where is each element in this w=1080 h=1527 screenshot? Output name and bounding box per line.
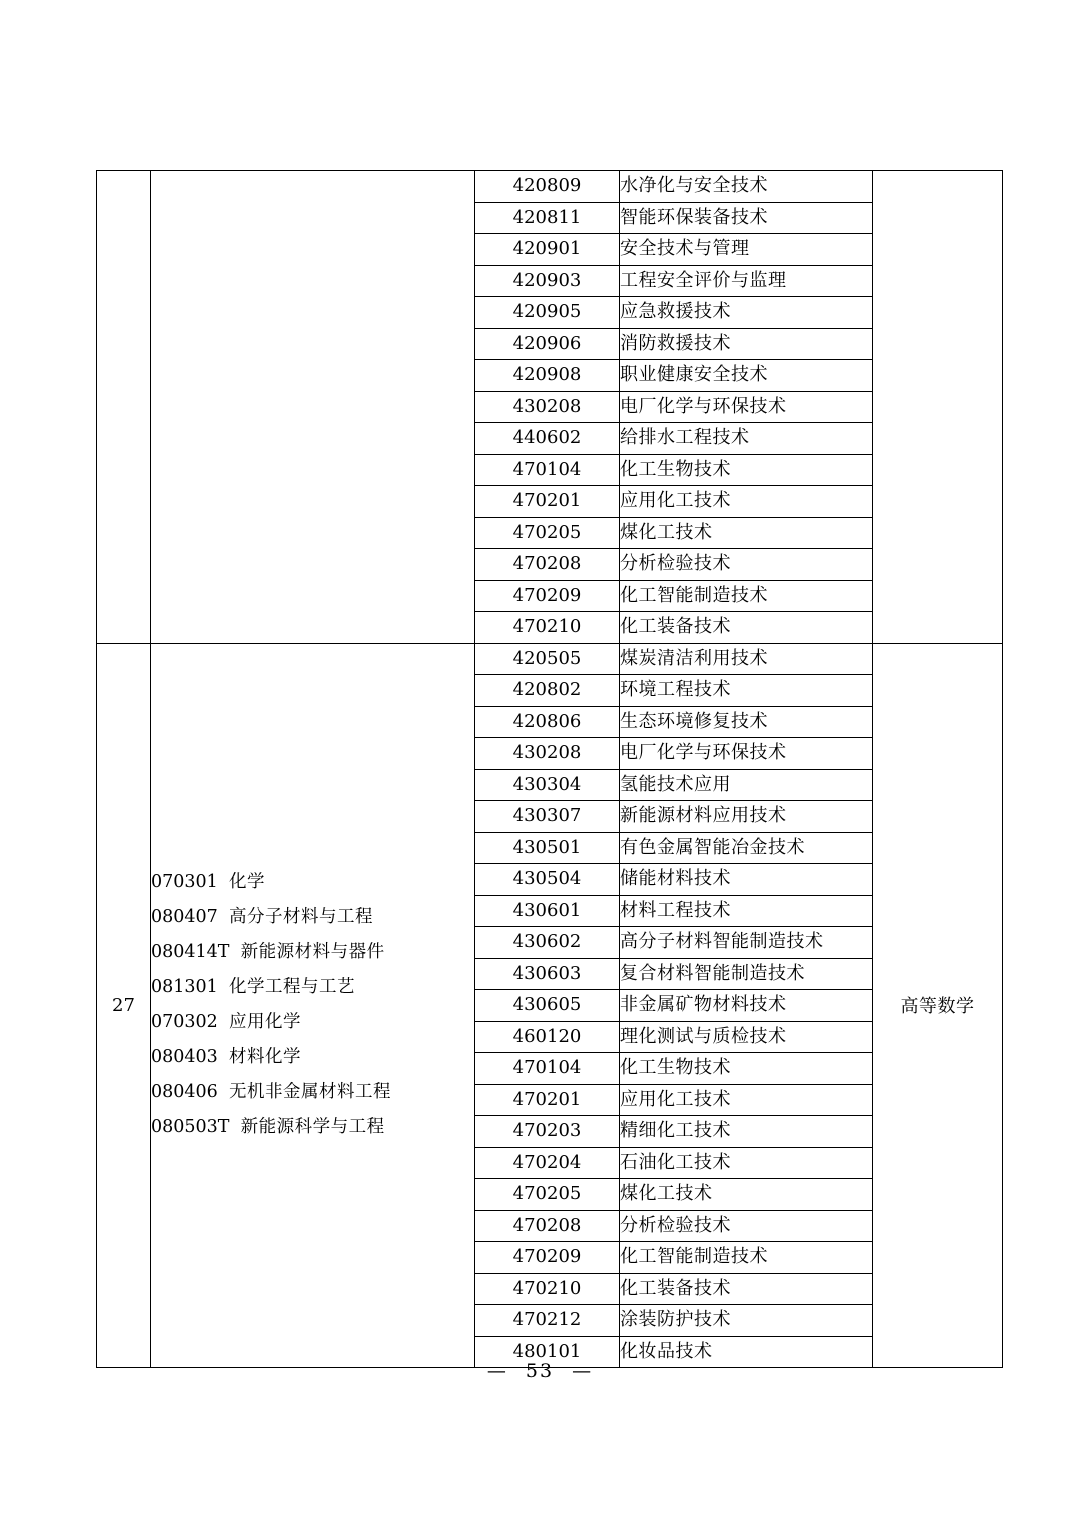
page-number: 53	[525, 1360, 555, 1382]
program-name-cell: 化工装备技术	[620, 612, 873, 644]
major-code: 070301	[151, 872, 218, 893]
program-code-cell: 420901	[475, 234, 620, 266]
program-code-cell: 470205	[475, 1179, 620, 1211]
program-name-cell: 电厂化学与环保技术	[620, 738, 873, 770]
program-code-cell: 470204	[475, 1147, 620, 1179]
program-code-cell: 470201	[475, 1084, 620, 1116]
program-name-cell: 理化测试与质检技术	[620, 1021, 873, 1053]
program-code-cell: 470212	[475, 1305, 620, 1337]
major-title: 新能源材料与器件	[240, 942, 385, 963]
major-title: 应用化学	[228, 1012, 301, 1033]
program-name-cell: 智能环保装备技术	[620, 202, 873, 234]
major-entry	[151, 865, 474, 900]
footer-dash-left: —	[486, 1360, 508, 1382]
major-entry	[151, 970, 474, 1005]
program-name-cell: 化工装备技术	[620, 1273, 873, 1305]
program-code-cell: 430603	[475, 958, 620, 990]
program-name-cell: 高分子材料智能制造技术	[620, 927, 873, 959]
major-entry	[151, 1110, 474, 1145]
major-code: 080403	[151, 1047, 218, 1068]
program-code-cell: 480101	[475, 1336, 620, 1368]
program-code-cell: 430504	[475, 864, 620, 896]
program-code-cell: 470210	[475, 612, 620, 644]
major-title: 新能源科学与工程	[240, 1117, 385, 1138]
program-name-cell: 电厂化学与环保技术	[620, 391, 873, 423]
program-code-cell: 430605	[475, 990, 620, 1022]
program-name-cell: 新能源材料应用技术	[620, 801, 873, 833]
program-name-cell: 应用化工技术	[620, 1084, 873, 1116]
program-code-cell: 420806	[475, 706, 620, 738]
program-name-cell: 化工智能制造技术	[620, 1242, 873, 1274]
program-code-cell: 440602	[475, 423, 620, 455]
program-code-cell: 470209	[475, 1242, 620, 1274]
page-footer	[0, 1360, 1080, 1382]
program-name-cell: 给排水工程技术	[620, 423, 873, 455]
footer-dash-right: —	[572, 1360, 594, 1382]
program-name-cell: 化妆品技术	[620, 1336, 873, 1368]
program-code-cell: 470104	[475, 1053, 620, 1085]
major-code: 080407	[151, 907, 218, 928]
program-name-cell: 氢能技术应用	[620, 769, 873, 801]
document-page	[96, 170, 1002, 1368]
program-code-cell: 430601	[475, 895, 620, 927]
program-name-cell: 应用化工技术	[620, 486, 873, 518]
program-name-cell: 有色金属智能冶金技术	[620, 832, 873, 864]
program-name-cell: 环境工程技术	[620, 675, 873, 707]
table-body	[97, 171, 1003, 1368]
program-name-cell: 精细化工技术	[620, 1116, 873, 1148]
program-name-cell: 储能材料技术	[620, 864, 873, 896]
program-name-cell: 复合材料智能制造技术	[620, 958, 873, 990]
program-name-cell: 应急救援技术	[620, 297, 873, 329]
program-name-cell: 煤化工技术	[620, 517, 873, 549]
program-code-cell: 420802	[475, 675, 620, 707]
program-code-cell: 420905	[475, 297, 620, 329]
program-code-cell: 430208	[475, 391, 620, 423]
program-name-cell: 石油化工技术	[620, 1147, 873, 1179]
program-code-cell: 470203	[475, 1116, 620, 1148]
program-code-cell: 470104	[475, 454, 620, 486]
program-name-cell: 职业健康安全技术	[620, 360, 873, 392]
program-code-cell: 460120	[475, 1021, 620, 1053]
exam-subject-cell	[873, 171, 1003, 644]
program-name-cell: 涂装防护技术	[620, 1305, 873, 1337]
program-name-cell: 分析检验技术	[620, 549, 873, 581]
program-code-cell: 420505	[475, 643, 620, 675]
program-name-cell: 安全技术与管理	[620, 234, 873, 266]
program-code-cell: 420809	[475, 171, 620, 203]
program-code-cell: 420811	[475, 202, 620, 234]
majors-table	[96, 170, 1003, 1368]
exam-subject-cell: 高等数学	[873, 643, 1003, 1368]
major-entry	[151, 1040, 474, 1075]
program-code-cell: 420908	[475, 360, 620, 392]
program-name-cell: 化工生物技术	[620, 454, 873, 486]
group-majors-cell	[151, 643, 475, 1368]
table-row	[97, 643, 1003, 675]
program-code-cell: 470205	[475, 517, 620, 549]
program-name-cell: 煤化工技术	[620, 1179, 873, 1211]
program-code-cell: 470210	[475, 1273, 620, 1305]
major-code: 081301	[151, 977, 218, 998]
program-code-cell: 420906	[475, 328, 620, 360]
program-name-cell: 非金属矿物材料技术	[620, 990, 873, 1022]
major-code: 070302	[151, 1012, 218, 1033]
major-entry	[151, 1005, 474, 1040]
program-name-cell: 煤炭清洁利用技术	[620, 643, 873, 675]
major-code: 080414T	[151, 942, 230, 963]
major-entry	[151, 1075, 474, 1110]
program-name-cell: 化工生物技术	[620, 1053, 873, 1085]
table-row	[97, 171, 1003, 203]
program-code-cell: 470209	[475, 580, 620, 612]
major-title: 化学工程与工艺	[228, 977, 355, 998]
group-index-cell	[97, 171, 151, 644]
program-code-cell: 430208	[475, 738, 620, 770]
group-majors-cell	[151, 171, 475, 644]
major-code: 080406	[151, 1082, 218, 1103]
major-entry	[151, 900, 474, 935]
major-title: 材料化学	[228, 1047, 301, 1068]
group-index-cell: 27	[97, 643, 151, 1368]
program-name-cell: 消防救援技术	[620, 328, 873, 360]
program-code-cell: 430307	[475, 801, 620, 833]
program-code-cell: 430602	[475, 927, 620, 959]
major-title: 化学	[228, 872, 265, 893]
program-name-cell: 生态环境修复技术	[620, 706, 873, 738]
program-name-cell: 分析检验技术	[620, 1210, 873, 1242]
major-entry	[151, 935, 474, 970]
program-code-cell: 420903	[475, 265, 620, 297]
program-code-cell: 470208	[475, 1210, 620, 1242]
major-code: 080503T	[151, 1117, 230, 1138]
program-name-cell: 工程安全评价与监理	[620, 265, 873, 297]
program-code-cell: 470201	[475, 486, 620, 518]
program-code-cell: 430501	[475, 832, 620, 864]
major-title: 无机非金属材料工程	[228, 1082, 391, 1103]
program-name-cell: 材料工程技术	[620, 895, 873, 927]
program-name-cell: 化工智能制造技术	[620, 580, 873, 612]
program-code-cell: 430304	[475, 769, 620, 801]
major-title: 高分子材料与工程	[228, 907, 373, 928]
program-name-cell: 水净化与安全技术	[620, 171, 873, 203]
program-code-cell: 470208	[475, 549, 620, 581]
